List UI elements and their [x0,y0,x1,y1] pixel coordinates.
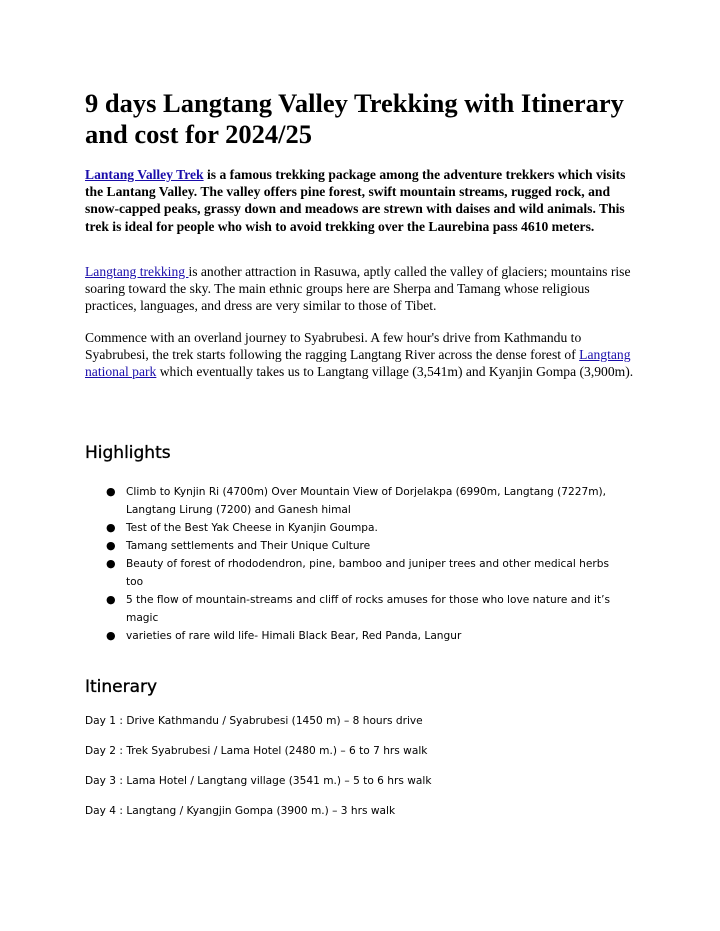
list-item: ● Beauty of forest of rhododendron, pine, bamboo and juniper trees and other medical herbs too [106,557,609,588]
langtang-national-park-link[interactable]: Langtang national park [85,347,631,380]
langtang-trekking-paragraph [85,263,641,315]
paragraph2-text: is another attraction in Rasuwa, aptly called the valley of glaciers; mountains rise soaring toward the sky. The main ethnic groups here are Sherpa and Tamang whose religious practices, languages, and dress are very similar to those of Tibet. [85,264,631,314]
bullet-icon: ● [106,521,116,534]
highlights-list [85,483,625,645]
paragraph3-text-before: Commence with an overland journey to Syabrubesi. A few hour's drive from Kathmandu to Syabrubesi, the trek starts following the ragging Langtang River across the dense forest of [85,330,582,363]
list-item: ● 5 the flow of mountain-streams and cliff of rocks amuses for those who love nature and it’s magic [106,593,611,624]
paragraph3-text-after: which eventually takes us to Langtang village (3,541m) and Kyanjin Gompa (3,900m). [156,364,634,380]
itinerary-day-4: Day 4 : Langtang / Kyangjin Gompa (3900 m.) – 3 hrs walk [85,805,396,817]
page-title: 9 days Langtang Valley Trekking with Itinerary and cost for 2024/25 [85,88,624,149]
journey-paragraph [85,329,641,381]
bullet-icon: ● [106,593,116,606]
langtang-trekking-link[interactable]: Langtang trekking [85,264,189,279]
itinerary-day-1: Day 1 : Drive Kathmandu / Syabrubesi (1450 m) – 8 hours drive [85,715,423,727]
itinerary-heading: Itinerary [85,677,158,697]
bullet-icon: ● [106,485,116,498]
intro-paragraph [85,166,641,235]
bullet-icon: ● [106,557,116,570]
list-item: ● Tamang settlements and Their Unique Culture [85,537,625,555]
list-item: ● Test of the Best Yak Cheese in Kyanjin Goumpa. [85,519,625,537]
list-item: ● varieties of rare wild life- Himali Black Bear, Red Panda, Langur [85,627,625,645]
itinerary-day-3: Day 3 : Lama Hotel / Langtang village (3541 m.) – 5 to 6 hrs walk [85,775,432,787]
itinerary-day-2: Day 2 : Trek Syabrubesi / Lama Hotel (2480 m.) – 6 to 7 hrs walk [85,745,428,757]
bullet-icon: ● [106,629,116,642]
lantang-valley-trek-link[interactable]: Lantang Valley Trek [85,167,204,182]
highlights-heading: Highlights [85,443,171,463]
list-item: ● Climb to Kynjin Ri (4700m) Over Mountain View of Dorjelakpa (6990m, Langtang (7227m), Langtang Lirung (7200) and Ganesh himal [106,485,607,516]
bullet-icon: ● [106,539,116,552]
intro-text: is a famous trekking package among the adventure trekkers which visits the Lantang Valley. The valley offers pine forest, swift mountain streams, rugged rock, and snow-capped peaks, grassy down and meadows are strewn with daises and wild animals. This trek is ideal for people who wish to avoid trekking over the Laurebina pass 4610 meters. [85,167,626,234]
